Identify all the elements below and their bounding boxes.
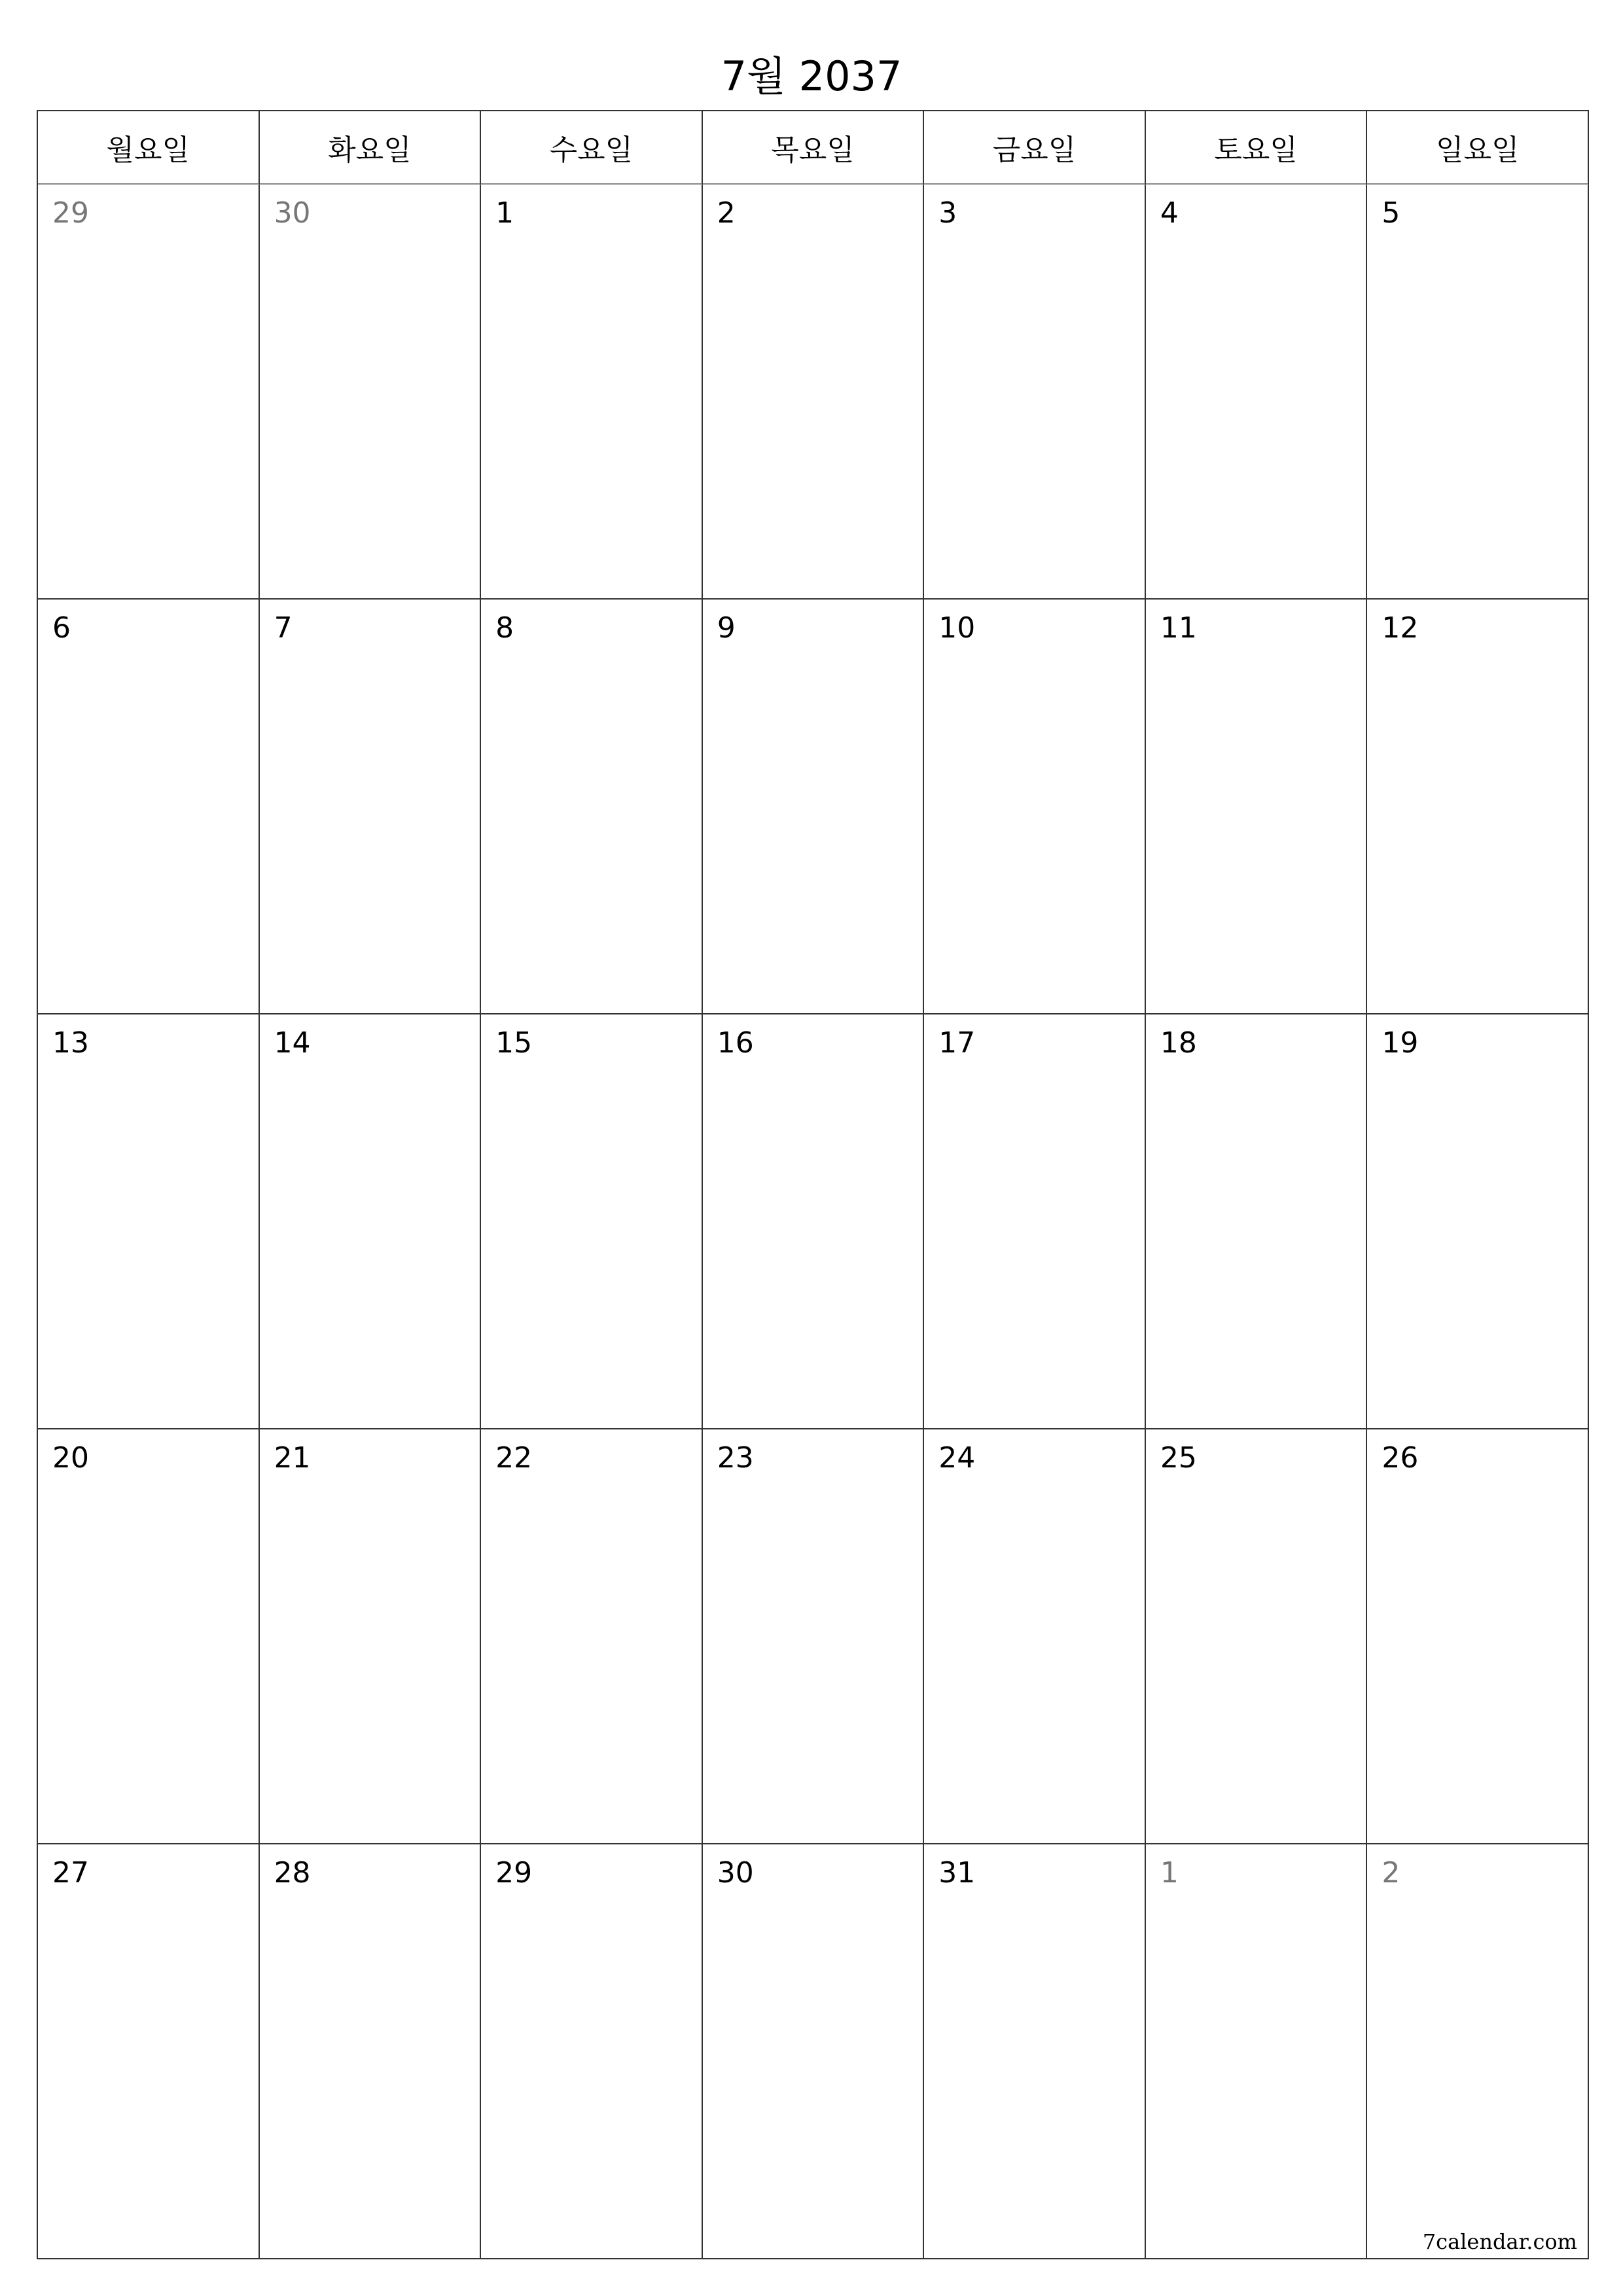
day-cell[interactable] bbox=[38, 1844, 260, 2259]
day-cell[interactable] bbox=[260, 1429, 482, 1844]
weekday-header-saturday: 토요일 bbox=[1146, 111, 1368, 185]
day-number: 22 bbox=[495, 1441, 533, 1475]
day-number: 24 bbox=[938, 1441, 976, 1475]
day-cell[interactable] bbox=[1367, 600, 1589, 1014]
site-watermark: 7calendar.com bbox=[1422, 2229, 1577, 2254]
day-cell[interactable] bbox=[924, 600, 1146, 1014]
day-number: 18 bbox=[1160, 1026, 1197, 1060]
day-cell[interactable] bbox=[1146, 1429, 1368, 1844]
day-number: 21 bbox=[274, 1441, 311, 1475]
weekday-header-monday: 월요일 bbox=[38, 111, 260, 185]
day-number: 19 bbox=[1382, 1026, 1419, 1060]
day-number: 25 bbox=[1160, 1441, 1197, 1475]
day-cell[interactable] bbox=[924, 185, 1146, 600]
day-number: 15 bbox=[495, 1026, 533, 1060]
day-number: 11 bbox=[1160, 611, 1197, 645]
day-number: 7 bbox=[274, 611, 293, 645]
day-cell[interactable] bbox=[38, 1429, 260, 1844]
day-number: 27 bbox=[52, 1856, 89, 1890]
calendar-title: 7월 2037 bbox=[721, 52, 902, 100]
day-cell[interactable] bbox=[481, 1014, 703, 1429]
day-cell[interactable] bbox=[1367, 1014, 1589, 1429]
day-number: 16 bbox=[717, 1026, 754, 1060]
day-cell[interactable] bbox=[38, 1014, 260, 1429]
day-number: 2 bbox=[1382, 1856, 1400, 1890]
day-number: 4 bbox=[1160, 196, 1179, 230]
weekday-header-thursday: 목요일 bbox=[703, 111, 925, 185]
day-number: 20 bbox=[52, 1441, 89, 1475]
day-cell[interactable] bbox=[1367, 185, 1589, 600]
day-number: 30 bbox=[717, 1856, 754, 1890]
day-number: 26 bbox=[1382, 1441, 1419, 1475]
day-cell[interactable] bbox=[924, 1429, 1146, 1844]
day-cell[interactable] bbox=[703, 1429, 925, 1844]
day-number: 28 bbox=[274, 1856, 311, 1890]
day-number: 14 bbox=[274, 1026, 311, 1060]
day-number: 31 bbox=[938, 1856, 976, 1890]
weekday-header-tuesday: 화요일 bbox=[260, 111, 482, 185]
day-cell[interactable] bbox=[924, 1844, 1146, 2259]
day-cell[interactable] bbox=[481, 1844, 703, 2259]
weekday-header-wednesday: 수요일 bbox=[481, 111, 703, 185]
day-number: 9 bbox=[717, 611, 736, 645]
day-number: 30 bbox=[274, 196, 311, 230]
day-cell[interactable] bbox=[481, 600, 703, 1014]
day-number: 17 bbox=[938, 1026, 976, 1060]
day-number: 2 bbox=[717, 196, 736, 230]
day-cell[interactable] bbox=[1146, 185, 1368, 600]
day-cell[interactable] bbox=[260, 1844, 482, 2259]
day-cell[interactable] bbox=[481, 185, 703, 600]
day-cell[interactable] bbox=[481, 1429, 703, 1844]
day-cell[interactable] bbox=[703, 1844, 925, 2259]
day-number: 5 bbox=[1382, 196, 1400, 230]
day-number: 13 bbox=[52, 1026, 89, 1060]
day-cell[interactable] bbox=[703, 185, 925, 600]
weekday-header-sunday: 일요일 bbox=[1367, 111, 1589, 185]
day-cell[interactable] bbox=[1146, 600, 1368, 1014]
day-cell[interactable] bbox=[260, 600, 482, 1014]
day-cell[interactable] bbox=[38, 185, 260, 600]
calendar-grid bbox=[37, 110, 1589, 2259]
day-cell[interactable] bbox=[1367, 1429, 1589, 1844]
day-number: 8 bbox=[495, 611, 514, 645]
day-cell[interactable] bbox=[703, 1014, 925, 1429]
day-number: 23 bbox=[717, 1441, 754, 1475]
day-cell[interactable] bbox=[1146, 1844, 1368, 2259]
day-cell[interactable] bbox=[1367, 1844, 1589, 2259]
weekday-header-friday: 금요일 bbox=[924, 111, 1146, 185]
day-number: 3 bbox=[938, 196, 957, 230]
day-cell[interactable] bbox=[924, 1014, 1146, 1429]
day-number: 1 bbox=[495, 196, 514, 230]
day-number: 12 bbox=[1382, 611, 1419, 645]
day-cell[interactable] bbox=[260, 185, 482, 600]
day-cell[interactable] bbox=[703, 600, 925, 1014]
day-number: 29 bbox=[495, 1856, 533, 1890]
day-number: 1 bbox=[1160, 1856, 1179, 1890]
day-cell[interactable] bbox=[38, 600, 260, 1014]
day-cell[interactable] bbox=[260, 1014, 482, 1429]
day-cell[interactable] bbox=[1146, 1014, 1368, 1429]
day-number: 6 bbox=[52, 611, 71, 645]
day-number: 29 bbox=[52, 196, 89, 230]
day-number: 10 bbox=[938, 611, 976, 645]
